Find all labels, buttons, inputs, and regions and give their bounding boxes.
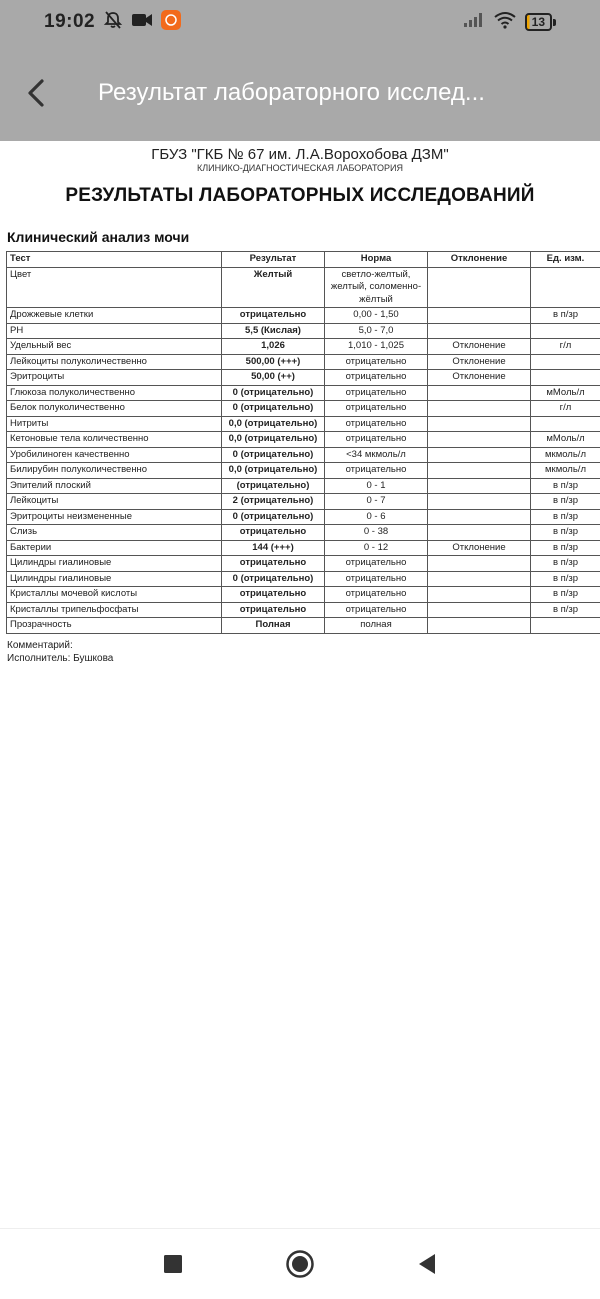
cell-unit: в п/зр xyxy=(531,602,600,618)
table-row xyxy=(7,525,600,541)
cell-unit: в п/зр xyxy=(531,587,600,603)
table-row xyxy=(7,556,600,572)
cell-result: Желтый xyxy=(222,267,325,308)
table-row xyxy=(7,432,600,448)
cell-deviation xyxy=(428,267,531,308)
cell-test: Эпителий плоский xyxy=(7,478,222,494)
cell-result: отрицательно xyxy=(222,308,325,324)
cell-norm: 0 - 6 xyxy=(325,509,428,525)
wifi-icon xyxy=(493,11,517,34)
battery-level: 13 xyxy=(525,13,552,31)
org-name: ГБУЗ "ГКБ № 67 им. Л.А.Ворохобова ДЗМ" xyxy=(151,146,449,163)
cell-deviation xyxy=(428,308,531,324)
cell-deviation xyxy=(428,509,531,525)
cell-result: 0,0 (отрицательно) xyxy=(222,416,325,432)
table-row xyxy=(7,478,600,494)
cell-result: 50,00 (++) xyxy=(222,370,325,386)
cell-deviation xyxy=(428,494,531,510)
navigation-bar xyxy=(0,1228,600,1299)
cell-norm: 0 - 38 xyxy=(325,525,428,541)
mute-icon xyxy=(103,10,123,35)
cell-norm: отрицательно xyxy=(325,432,428,448)
column-header-test: Тест xyxy=(7,252,222,268)
table-row xyxy=(7,587,600,603)
cell-unit: в п/зр xyxy=(531,571,600,587)
cell-deviation xyxy=(428,385,531,401)
cell-deviation xyxy=(428,401,531,417)
cell-result: отрицательно xyxy=(222,602,325,618)
cell-norm: <34 мкмоль/л xyxy=(325,447,428,463)
cell-test: Эритроциты xyxy=(7,370,222,386)
column-header-deviation: Отклонение xyxy=(428,252,531,268)
cell-deviation xyxy=(428,416,531,432)
cell-norm: полная xyxy=(325,618,428,634)
triangle-back-icon xyxy=(417,1253,437,1275)
circle-icon xyxy=(285,1249,315,1279)
table-row xyxy=(7,354,600,370)
table-row xyxy=(7,401,600,417)
cell-norm: отрицательно xyxy=(325,354,428,370)
cell-norm: 0 - 7 xyxy=(325,494,428,510)
cell-result: 0 (отрицательно) xyxy=(222,401,325,417)
cell-test: Кетоновые тела количественно xyxy=(7,432,222,448)
org-subtitle: КЛИНИКО-ДИАГНОСТИЧЕСКАЯ ЛАБОРАТОРИЯ xyxy=(196,163,404,173)
app-bar xyxy=(0,44,600,141)
app-title: Результат лабораторного исслед... xyxy=(98,78,485,106)
cell-result: 0 (отрицательно) xyxy=(222,447,325,463)
cell-unit: в п/зр xyxy=(531,494,600,510)
cell-norm: 5,0 - 7,0 xyxy=(325,323,428,339)
results-body xyxy=(7,267,600,633)
cell-deviation: Отклонение xyxy=(428,354,531,370)
table-row xyxy=(7,494,600,510)
cell-unit xyxy=(531,323,600,339)
cell-deviation xyxy=(428,556,531,572)
cell-unit: мМоль/л xyxy=(531,432,600,448)
cell-test: Удельный вес xyxy=(7,339,222,355)
table-row xyxy=(7,540,600,556)
cell-test: Глюкоза полуколичественно xyxy=(7,385,222,401)
cell-result: Полная xyxy=(222,618,325,634)
cell-unit xyxy=(531,416,600,432)
cell-norm: 0 - 1 xyxy=(325,478,428,494)
video-icon xyxy=(131,12,153,33)
cell-unit: в п/зр xyxy=(531,556,600,572)
table-row xyxy=(7,509,600,525)
document-view[interactable] xyxy=(0,141,600,1228)
cell-result: 0,0 (отрицательно) xyxy=(222,463,325,479)
cell-norm: отрицательно xyxy=(325,463,428,479)
cell-test: Кристаллы трипельфосфаты xyxy=(7,602,222,618)
cell-norm: отрицательно xyxy=(325,571,428,587)
cell-unit: в п/зр xyxy=(531,540,600,556)
cell-deviation: Отклонение xyxy=(428,339,531,355)
table-row xyxy=(7,602,600,618)
table-row xyxy=(7,385,600,401)
cell-test: PH xyxy=(7,323,222,339)
cell-deviation: Отклонение xyxy=(428,370,531,386)
cell-deviation xyxy=(428,447,531,463)
cell-deviation xyxy=(428,618,531,634)
cell-deviation xyxy=(428,571,531,587)
system-back-button[interactable] xyxy=(407,1244,447,1284)
cell-norm: отрицательно xyxy=(325,401,428,417)
cell-deviation: Отклонение xyxy=(428,540,531,556)
cell-deviation xyxy=(428,432,531,448)
battery-icon xyxy=(525,13,556,31)
cell-norm: отрицательно xyxy=(325,385,428,401)
cell-unit: мкмоль/л xyxy=(531,463,600,479)
cell-test: Эритроциты неизмененные xyxy=(7,509,222,525)
home-button[interactable] xyxy=(280,1244,320,1284)
cell-result: 144 (+++) xyxy=(222,540,325,556)
cell-unit: в п/зр xyxy=(531,509,600,525)
status-left xyxy=(44,10,181,35)
cell-test: Цилиндры гиалиновые xyxy=(7,571,222,587)
cell-test: Дрожжевые клетки xyxy=(7,308,222,324)
cell-result: отрицательно xyxy=(222,556,325,572)
cell-unit xyxy=(531,618,600,634)
cell-result: 5,5 (Кислая) xyxy=(222,323,325,339)
cell-test: Билирубин полуколичественно xyxy=(7,463,222,479)
cell-test: Прозрачность xyxy=(7,618,222,634)
results-table xyxy=(6,251,600,634)
document-title: РЕЗУЛЬТАТЫ ЛАБОРАТОРНЫХ ИССЛЕДОВАНИЙ xyxy=(65,185,535,206)
cell-deviation xyxy=(428,323,531,339)
cell-test: Нитриты xyxy=(7,416,222,432)
cell-test: Слизь xyxy=(7,525,222,541)
cell-result: (отрицательно) xyxy=(222,478,325,494)
table-row xyxy=(7,339,600,355)
cell-test: Цвет xyxy=(7,267,222,308)
cell-deviation xyxy=(428,525,531,541)
table-row xyxy=(7,571,600,587)
cell-result: отрицательно xyxy=(222,525,325,541)
cell-result: 0 (отрицательно) xyxy=(222,509,325,525)
table-row xyxy=(7,447,600,463)
status-right xyxy=(463,11,556,34)
comment-label: Комментарий: xyxy=(7,639,73,651)
cell-unit xyxy=(531,267,600,308)
cell-norm: 0,00 - 1,50 xyxy=(325,308,428,324)
column-header-result: Результат xyxy=(222,252,325,268)
table-row xyxy=(7,463,600,479)
cell-result: 0 (отрицательно) xyxy=(222,385,325,401)
cell-result: 2 (отрицательно) xyxy=(222,494,325,510)
cell-unit: в п/зр xyxy=(531,525,600,541)
cell-test: Кристаллы мочевой кислоты xyxy=(7,587,222,603)
status-bar xyxy=(0,0,600,44)
cell-norm: отрицательно xyxy=(325,587,428,603)
cell-unit: г/л xyxy=(531,339,600,355)
recents-button[interactable] xyxy=(153,1244,193,1284)
table-row xyxy=(7,370,600,386)
table-row xyxy=(7,416,600,432)
cell-test: Белок полуколичественно xyxy=(7,401,222,417)
cell-unit: г/л xyxy=(531,401,600,417)
cell-unit: в п/зр xyxy=(531,478,600,494)
cell-result: 0 (отрицательно) xyxy=(222,571,325,587)
cell-result: 500,00 (+++) xyxy=(222,354,325,370)
square-icon xyxy=(163,1254,183,1274)
back-button[interactable] xyxy=(6,63,66,123)
cell-test: Уробилиноген качественно xyxy=(7,447,222,463)
section-title: Клинический анализ мочи xyxy=(7,229,190,245)
signal-icon xyxy=(463,12,485,33)
cell-deviation xyxy=(428,463,531,479)
cell-deviation xyxy=(428,587,531,603)
table-row xyxy=(7,618,600,634)
cell-test: Бактерии xyxy=(7,540,222,556)
cell-norm: отрицательно xyxy=(325,416,428,432)
column-header-norm: Норма xyxy=(325,252,428,268)
cell-unit: мкмоль/л xyxy=(531,447,600,463)
table-row xyxy=(7,323,600,339)
cell-test: Лейкоциты полуколичественно xyxy=(7,354,222,370)
cell-unit xyxy=(531,370,600,386)
cell-unit: в п/зр xyxy=(531,308,600,324)
cell-result: 0,0 (отрицательно) xyxy=(222,432,325,448)
cell-deviation xyxy=(428,602,531,618)
status-time: 19:02 xyxy=(44,11,96,32)
cell-test: Лейкоциты xyxy=(7,494,222,510)
cell-norm: отрицательно xyxy=(325,370,428,386)
cell-unit: мМоль/л xyxy=(531,385,600,401)
cell-test: Цилиндры гиалиновые xyxy=(7,556,222,572)
cell-norm: 1,010 - 1,025 xyxy=(325,339,428,355)
cell-norm: отрицательно xyxy=(325,556,428,572)
executor: Исполнитель: Бушкова xyxy=(7,652,114,664)
cell-norm: светло-желтый, желтый, соломенно-жёлтый xyxy=(325,267,428,308)
cell-result: отрицательно xyxy=(222,587,325,603)
column-header-unit: Ед. изм. xyxy=(531,252,600,268)
table-header-row xyxy=(7,252,600,268)
cell-result: 1,026 xyxy=(222,339,325,355)
mi-app-icon xyxy=(161,10,181,35)
cell-deviation xyxy=(428,478,531,494)
back-arrow-icon xyxy=(25,78,47,108)
table-row xyxy=(7,308,600,324)
cell-norm: 0 - 12 xyxy=(325,540,428,556)
cell-unit xyxy=(531,354,600,370)
cell-norm: отрицательно xyxy=(325,602,428,618)
table-row xyxy=(7,267,600,308)
